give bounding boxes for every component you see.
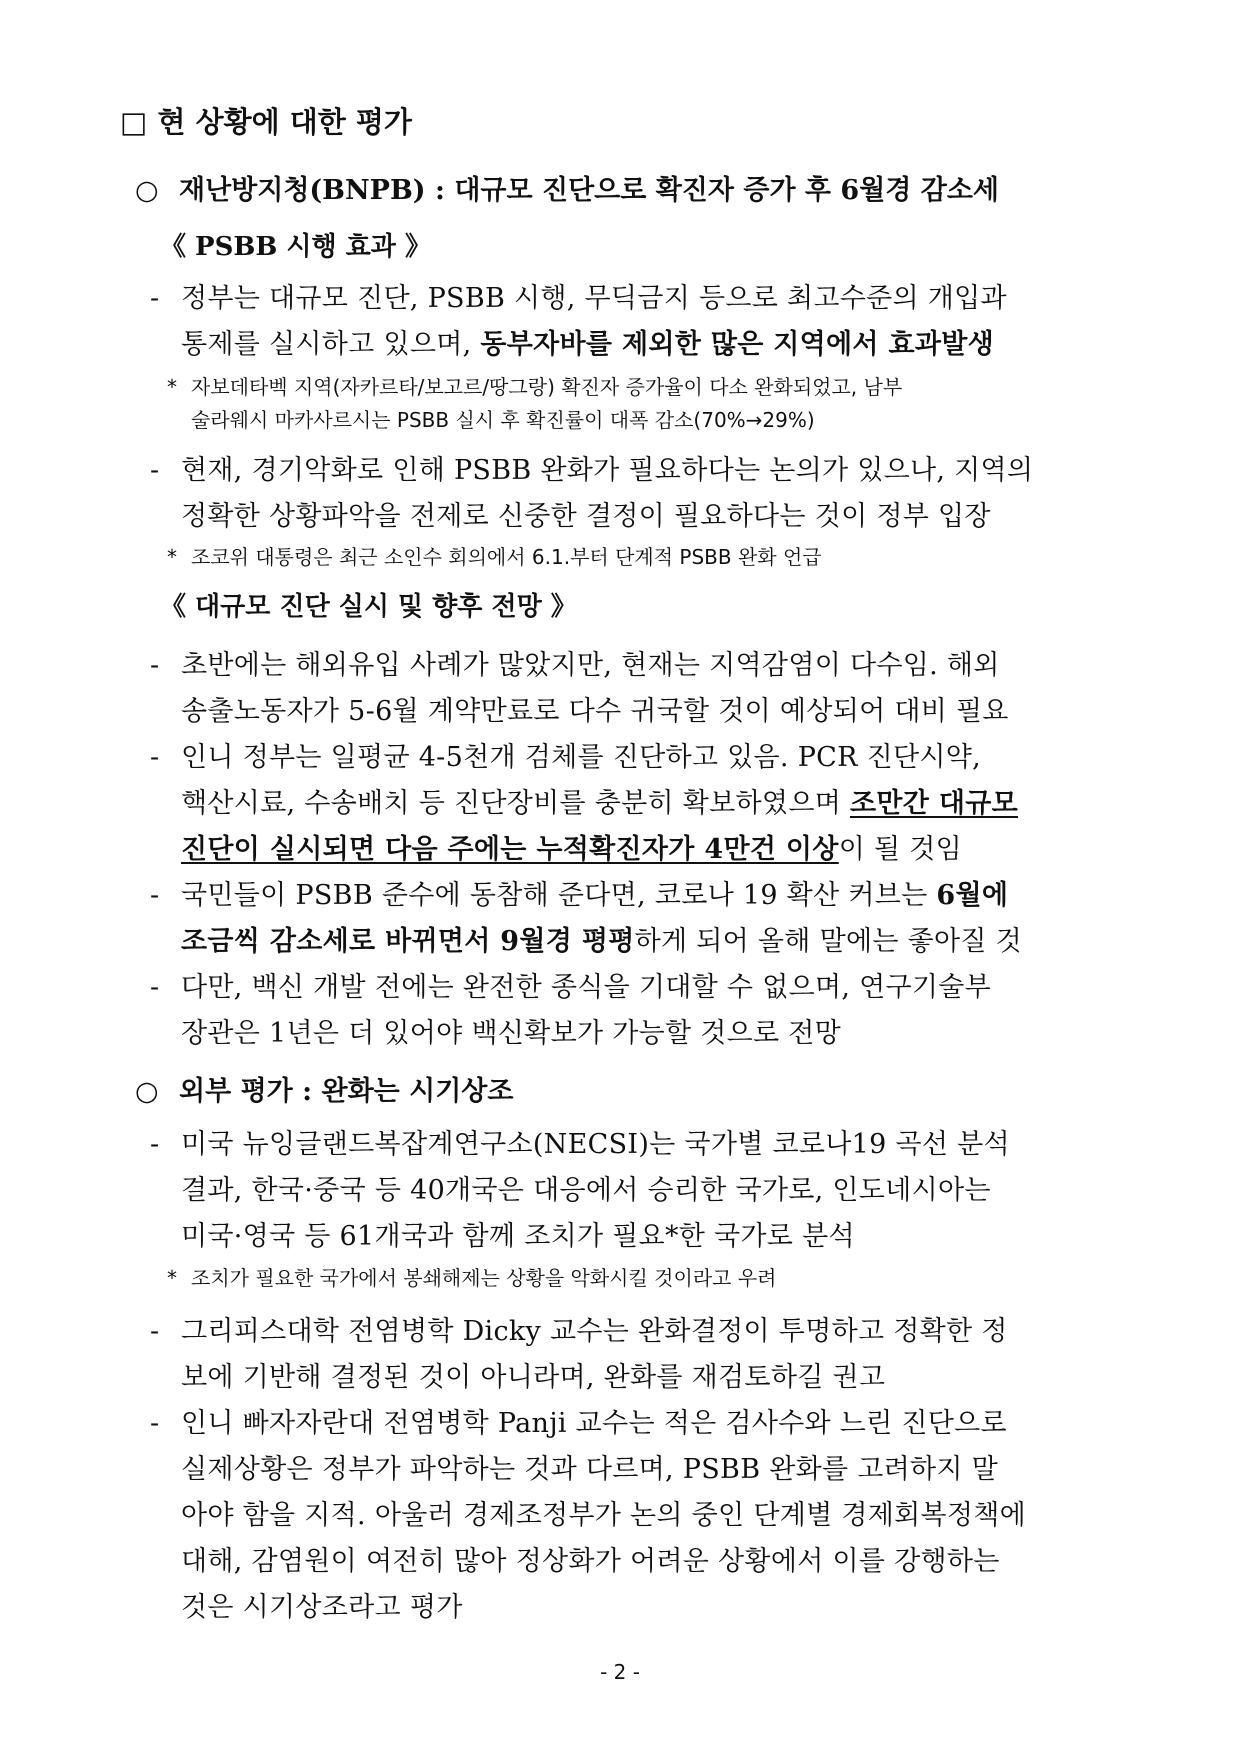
asterisk-bullet: * bbox=[167, 1266, 177, 1290]
emphasis-text: 조만간 대규모 bbox=[849, 788, 1018, 819]
bnpb-item1-line1: - 정부는 대규모 진단, PSBB 시행, 무딕금지 등으로 최고수준의 개입과 bbox=[150, 283, 1007, 314]
bnpb-title: 재난방지청(BNPB) : 대규모 진단으로 확진자 증가 후 6월경 감소세 bbox=[179, 175, 1000, 206]
asterisk-bullet: * bbox=[167, 545, 177, 569]
bnpb-heading bbox=[135, 168, 999, 207]
bnpb-item5-line2: 조금씩 감소세로 바뀌면서 9월경 평평하게 되어 올해 말에는 좋아질 것 bbox=[181, 926, 1023, 957]
external-item1-line2: 결과, 한국·중국 등 40개국은 대응에서 승리한 국가로, 인도네시아는 bbox=[181, 1175, 991, 1206]
dash-bullet: - bbox=[150, 742, 160, 773]
bnpb-item5-line1: - 국민들이 PSBB 준수에 동참해 준다면, 코로나 19 확산 커브는 6월에 bbox=[150, 880, 1009, 911]
asterisk-bullet: * bbox=[167, 375, 177, 399]
dash-bullet: - bbox=[150, 880, 160, 911]
bnpb-item6-line2: 장관은 1년은 더 있어야 백신확보가 가능할 것으로 전망 bbox=[181, 1018, 842, 1049]
psbb-effect-heading: 《 PSBB 시행 효과 》 bbox=[160, 232, 431, 262]
external-item1-line1: - 미국 뉴잉글랜드복잡계연구소(NECSI)는 국가별 코로나19 곡선 분석 bbox=[150, 1129, 1010, 1160]
dash-bullet: - bbox=[150, 650, 160, 681]
external-note1: * 조치가 필요한 국가에서 봉쇄해제는 상황을 악화시킬 것이라고 우려 bbox=[167, 1266, 777, 1290]
bnpb-note2: * 조코위 대통령은 최근 소인수 회의에서 6.1.부터 단계적 PSBB 완화 언급 bbox=[167, 545, 822, 569]
dash-bullet: - bbox=[150, 283, 160, 314]
dash-bullet: - bbox=[150, 455, 160, 486]
section-heading bbox=[120, 100, 412, 141]
dash-bullet: - bbox=[150, 1408, 160, 1439]
external-item3-line3: 아야 함을 지적. 아울러 경제조정부가 논의 중인 단계별 경제회복정책에 bbox=[181, 1500, 1027, 1531]
external-item3-line1: - 인니 빠자자란대 전염병학 Panji 교수는 적은 검사수와 느린 진단으로 bbox=[150, 1408, 1007, 1439]
external-item2-line1: - 그리피스대학 전염병학 Dicky 교수는 완화결정이 투명하고 정확한 정 bbox=[150, 1316, 1008, 1347]
circle-bullet-icon: ○ bbox=[135, 1076, 159, 1107]
bnpb-item2-line1: - 현재, 경기악화로 인해 PSBB 완화가 필요하다는 논의가 있으나, 지역의 bbox=[150, 455, 1034, 486]
checkbox-square-icon: □ bbox=[120, 105, 148, 139]
external-item1-line3: 미국·영국 등 61개국과 함께 조치가 필요*한 국가로 분석 bbox=[181, 1221, 855, 1252]
external-title: 외부 평가 : 완화는 시기상조 bbox=[179, 1076, 514, 1107]
external-heading bbox=[135, 1069, 513, 1108]
circle-bullet-icon: ○ bbox=[135, 175, 159, 206]
external-item3-line5: 것은 시기상조라고 평가 bbox=[181, 1592, 463, 1623]
bnpb-item2-line2: 정확한 상황파악을 전제로 신중한 결정이 필요하다는 것이 정부 입장 bbox=[181, 501, 991, 532]
bnpb-item4-line2: 핵산시료, 수송배치 등 진단장비를 충분히 확보하였으며 조만간 대규모 bbox=[181, 788, 1018, 819]
bnpb-note1-line2: 술라웨시 마카사르시는 PSBB 실시 후 확진률이 대폭 감소(70%→29%) bbox=[191, 408, 815, 432]
bnpb-item1-line2: 통제를 실시하고 있으며, 동부자바를 제외한 많은 지역에서 효과발생 bbox=[181, 329, 995, 360]
bnpb-item4-line1: - 인니 정부는 일평균 4-5천개 검체를 진단하고 있음. PCR 진단시약, bbox=[150, 742, 982, 773]
dash-bullet: - bbox=[150, 1316, 160, 1347]
bnpb-item3-line2: 송출노동자가 5-6월 계약만료로 다수 귀국할 것이 예상되어 대비 필요 bbox=[181, 696, 1009, 727]
page-number: - 2 - bbox=[600, 1660, 640, 1684]
bnpb-item4-line3: 진단이 실시되면 다음 주에는 누적확진자가 4만건 이상이 될 것임 bbox=[181, 834, 962, 865]
bnpb-item3-line1: - 초반에는 해외유입 사례가 많았지만, 현재는 지역감염이 다수임. 해외 bbox=[150, 650, 1000, 681]
emphasis-text: 6월에 bbox=[936, 880, 1009, 911]
external-item2-line2: 보에 기반해 결정된 것이 아니라며, 완화를 재검토하길 권고 bbox=[181, 1362, 886, 1393]
section-title: 현 상황에 대한 평가 bbox=[157, 105, 412, 139]
emphasis-text: 동부자바를 제외한 많은 지역에서 효과발생 bbox=[480, 329, 995, 360]
testing-outlook-heading: 《 대규모 진단 실시 및 향후 전망 》 bbox=[160, 592, 577, 622]
emphasis-text: 조금씩 감소세로 바뀌면서 9월경 평평 bbox=[181, 926, 635, 957]
external-item3-line4: 대해, 감염원이 여전히 많아 정상화가 어려운 상황에서 이를 강행하는 bbox=[181, 1546, 1000, 1577]
dash-bullet: - bbox=[150, 1129, 160, 1160]
bnpb-item6-line1: - 다만, 백신 개발 전에는 완전한 종식을 기대할 수 없으며, 연구기술부 bbox=[150, 972, 992, 1003]
external-item3-line2: 실제상황은 정부가 파악하는 것과 다르며, PSBB 완화를 고려하지 말 bbox=[181, 1454, 999, 1485]
emphasis-text: 진단이 실시되면 다음 주에는 누적확진자가 4만건 이상 bbox=[181, 834, 839, 865]
dash-bullet: - bbox=[150, 972, 160, 1003]
bnpb-note1-line1: * 자보데타벡 지역(자카르타/보고르/땅그랑) 확진자 증가율이 다소 완화되었고, 남부 bbox=[167, 375, 903, 399]
